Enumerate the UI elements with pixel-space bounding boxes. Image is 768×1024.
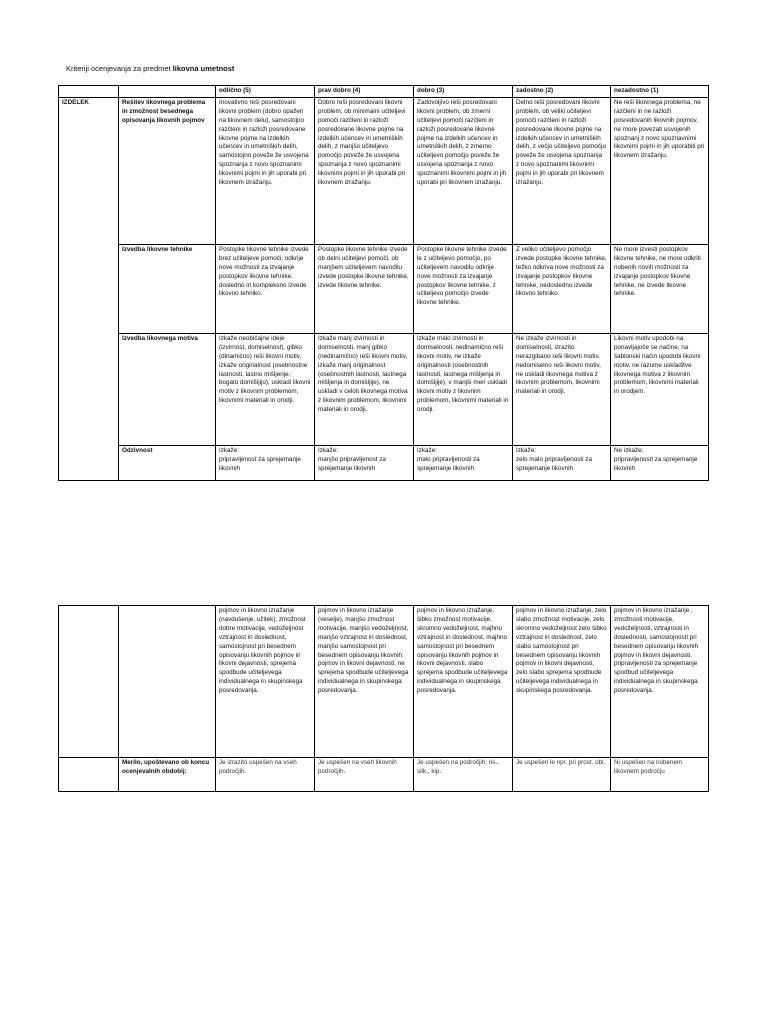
- title-subject: likovna umetnost: [172, 64, 235, 73]
- criterion-cell: Postopke likovne tehnike izvede brez učiteljeve pomoči, odkrije nove možnosti za izvajanje postopkov likovne tehnike, dosledno in kompleksno izvede likovno tehniko.: [216, 244, 315, 333]
- header-cell-empty-1: [59, 86, 119, 98]
- table-row: [59, 758, 709, 792]
- criterion-cell: Dobro reši posredovani likovni problem, ob minimalni učiteljevi pomoči razčleni in razloži posredovane likovne pojme na izdelkih učencev in umetniških delih, z manjšo učiteljevo pomočjo poveže že usvojena spoznanja z novo spoznanimi likovnimi pojmi in jih uporabi pri likovnem izražanju.: [315, 97, 414, 244]
- criterion-label: Odzivnost: [119, 445, 216, 480]
- merilo-label: Merilo, upoštevano ob koncu ocenjevalnih obdobij:: [119, 758, 216, 792]
- criterion-cell: Ne izkaže: pripravljenosti za sprejemanje likovnih: [611, 445, 709, 480]
- criterion-cell: Izkaže: malo pripravljenosti za sprejemanje likovnih: [414, 445, 513, 480]
- merilo-cell: Ni uspešen na nobenem likovnem področju: [611, 758, 709, 792]
- criterion-cell: Izkaže: zelo malo pripravljenosti za sprejemanje likovnih: [513, 445, 611, 480]
- header-grade-4: prav dobro (4): [315, 86, 414, 98]
- table-row: [59, 244, 709, 333]
- criterion-cell: Izkaže: pripravljenost za sprejemanje likovnih: [216, 445, 315, 480]
- criterion-cell: Postopke likovne tehnike izvede ob delni učiteljevi pomoči, ob manjšem učiteljevem navodilu izvede postopke likovne tehnike, izvede likovne tehnike.: [315, 244, 414, 333]
- table-row: [59, 445, 709, 480]
- title-prefix: Kriteriji ocenjevanja za predmet: [66, 64, 173, 73]
- header-grade-3: dobro (3): [414, 86, 513, 98]
- criterion-cell: pojmov in likovno izražanje, zelo slabo zmožnost motivacije, zelo skromno vedoželjnost zelo šibko vztrajnost in doslednost, zelo slabo samostojnost pri besednem opisovanju likovnih pojmov in likovni dejavnosti, zelo slabo sprejema spodbude učiteljevega individualnega in skupinskega posredovanja.: [513, 606, 611, 758]
- criterion-cell: Izkaže manj izvirnosti in domiselnosti, manj gibko (nedinamično) reši likovni motiv, izkaže manj originalnost (osebnostnih lastnosti, lastnega mišljenja in domišljije), ne uskladi v celoti likovnega motiva z likovnim problemom, likovnimi materiali in orodji.: [315, 333, 414, 445]
- document-title: [66, 64, 234, 73]
- merilo-cell: Je izrazito uspešen na vseh področjih.: [216, 758, 315, 792]
- criterion-cell: pojmov in likovno izražanje, šibko zmožnost motivacije, skromno vedoželjnost, majhno vztrajnost in doslednost, majhno samostojnost pri besednem opisovanju likovnih pojmov in likovni dejavnosti, slabo sprejema spodbude učiteljevega individualnega in skupinskega posredovanja.: [414, 606, 513, 758]
- table-row: [59, 97, 709, 244]
- criterion-cell: pojmov in likovno izražanje (navdušenje, užitek), zmožnost dobre motivacije, vedoželjnost vztrajnost in doslednost, samostojnost pri besednem opisovanju likovnih pojmov in likovni dejavnosti, sprejema spodbude učiteljevega individualnega in skupinskega posredovanja.: [216, 606, 315, 758]
- criterion-cell: Ne reši likovnega problema, ne razčleni in ne razloži posredovanih likovnih pojmov, ne more povezati usvojenih spoznanj z novo spoznavnimi likovnimi pojmi in jih uporabiti pri likovnem izražanju.: [611, 97, 709, 244]
- empty-cell: [59, 758, 119, 792]
- criterion-label: Izvedba likovnega motiva: [119, 333, 216, 445]
- criterion-label: Rešitev likovnega problema in zmožnost besednega opisovanja likovnih pojmov: [119, 97, 216, 244]
- criterion-cell: Z veliko učiteljevo pomočjo izvede postopke likovne tehnike, težko odkriva nove možnosti za izvajanje postopkov likovne tehnike, nedosledno izvede likovno tehniko.: [513, 244, 611, 333]
- criterion-cell: Izkaže malo izvirnosti in domiselnosti, nedinamično reši likovni motiv, ne izkaže originalnosti (osebnostnih lastnosti, lastnega mišljenja in domišljije), v manjši meri uskladi likovni motiv z likovnim problemom, likovnimi materiali in orodji.: [414, 333, 513, 445]
- empty-cell: [119, 606, 216, 758]
- criterion-cell: Ne izkaže izvirnosti in domiselnosti, izrazito nerazgibano reši likovni motiv, nedomiselno reši likovni motiv, ne uskladi likovnega motiva z likovnim problemom, likovnimi materiali in orodji.: [513, 333, 611, 445]
- criterion-cell: Delno reši posredovani likovni problem, ob veliki učiteljevi pomoči razčleni in razloži posredovane likovne pojme na izdelkih učencev in umetniških delih, z večjo učiteljevo pomočjo poveže že usvojena spoznanja z novo spoznanimi likovnimi pojmi in jih uporabi pri likovnem izražanju.: [513, 97, 611, 244]
- table-row: [59, 606, 709, 758]
- criteria-table: [58, 85, 709, 481]
- criterion-cell: Postopke likovne tehnike izvede le z učiteljevo pomočjo, po učiteljevem navodilu odkrije nove možnosti za izvajanje postopkov likovne tehnike, z učiteljevo pomočjo izvede likovne tehnike.: [414, 244, 513, 333]
- criterion-cell: Inovativno reši posredovani likovni problem (dobro opažen na likovnem delu), samostojno razčleni in razloži posredovane likovne pojme na izdelkih učencev in umetniških delih, samostojno poveže že usvojena spoznanja z novo spoznanimi likovnimi pojmi in jih uporabi pri likovnem izražanju.: [216, 97, 315, 244]
- merilo-cell: Je uspešen na vseh likovnih področjih.: [315, 758, 414, 792]
- criterion-cell: Ne more izvesti postopkov likovne tehnike, ne more odkriti nobenih novih možnosti za izvajanje postopkov likovne tehnike, ne izvede likovne tehnike.: [611, 244, 709, 333]
- criterion-cell: pojmov in likovno izražanje , zmožnosti motivacije, vedoželjnosti, vztrajnosti in doslednosti, samostojnosti pri besednem opisovanju likovnih pojmov in likovni dejavnosti, pripravljenosti za sprejemanje spodbud učiteljevega individualnega in skupinskega posredovanja.: [611, 606, 709, 758]
- criterion-label: Izvedba likovne tehnike: [119, 244, 216, 333]
- criterion-cell: pojmov in likovno izražanje (veselje), manjšo zmožnost motivacije, manjšo vedoželjnost, manjšo vztrajnost in doslednost, manjšo samostojnost pri besednem opisovanju likovnih pojmov in likovni dejavnosti, ne sprejema spodbude učiteljevega individualnega in skupinskega posredovanja.: [315, 606, 414, 758]
- header-grade-1: nezadostno (1): [611, 86, 709, 98]
- empty-cell: [59, 606, 119, 758]
- criterion-cell: Likovni motiv upodobi na ponavljajoče se načine, na šablonski način upodobi likovni motiv, ne razume uskladitve likovnega motiva z likovnim problemom, likovnimi materiali in orodjem.: [611, 333, 709, 445]
- header-grade-5: odlično (5): [216, 86, 315, 98]
- header-row: [59, 86, 709, 98]
- section-label: IZDELEK: [59, 97, 119, 480]
- criteria-table-continued: [58, 605, 709, 792]
- merilo-cell: Je uspešen na področjih; ris., slik., kip.: [414, 758, 513, 792]
- table-row: [59, 333, 709, 445]
- criterion-cell: Izkaže neobičajne ideje (izvirnost, domiselnost), gibko (dinamično) reši likovni motiv, izkaže originalnost (osebnostne lastnosti, lastno mišljenje, bogato domišljijo), uskladi likovni motiv z likovnim problemom, likovnimi materiali in orodji.: [216, 333, 315, 445]
- header-cell-empty-2: [119, 86, 216, 98]
- merilo-cell: Je uspešen le npr. pri prost. obl.: [513, 758, 611, 792]
- criterion-cell: Zadovoljivo reši posredovani likovni problem, ob zmerni učiteljevi pomoči razčleni in razloži posredovane likovne pojme na izdelkih učencev in umetniških delih, z zmerno učiteljevo pomočjo poveže že usvojena spoznanja z novo spoznanimi likovnimi pojmi in jih uporabi pri likovnem izražanju.: [414, 97, 513, 244]
- criterion-cell: Izkaže: manjšo pripravljenost za sprejemanje likovnih: [315, 445, 414, 480]
- header-grade-2: zadostno (2): [513, 86, 611, 98]
